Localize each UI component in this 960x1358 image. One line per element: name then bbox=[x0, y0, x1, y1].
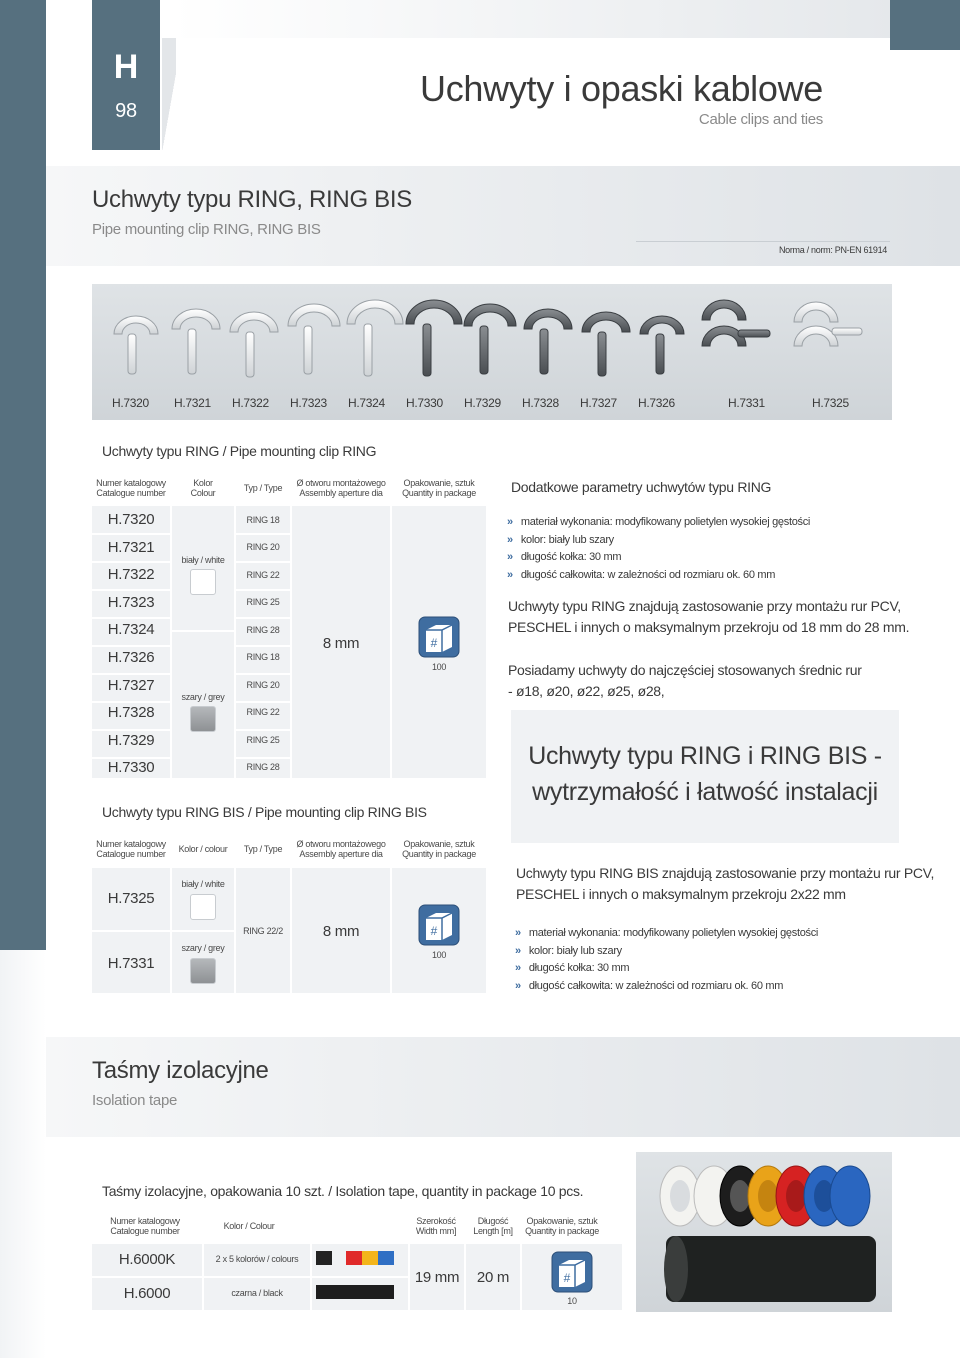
catalogue-code: H.7325 bbox=[107, 890, 155, 907]
col-colour-en: Colour bbox=[190, 488, 216, 498]
list-item bbox=[507, 532, 810, 550]
chevron-right-icon: » bbox=[515, 927, 521, 939]
list-item bbox=[507, 514, 810, 532]
list-item bbox=[515, 978, 818, 996]
section-subtitle: Isolation tape bbox=[92, 1092, 178, 1109]
tape-col-length-pl: Długość bbox=[477, 1216, 509, 1226]
catalogue-code: H.7331 bbox=[107, 955, 155, 972]
sidebar-strip bbox=[0, 0, 46, 950]
bis-col-colour: Kolor / colour bbox=[178, 844, 228, 854]
ring-table-heading: Uchwyty typu RING / Pipe mounting clip RING bbox=[102, 443, 377, 459]
ring-type: RING 18 bbox=[246, 652, 280, 662]
paragraph-line: - ø18, ø20, ø22, ø25, ø28, bbox=[508, 683, 665, 699]
ring-type: RING 18 bbox=[246, 515, 280, 525]
tape-width: 19 mm bbox=[414, 1269, 460, 1286]
white-swatch bbox=[190, 569, 216, 595]
svg-text:#: # bbox=[563, 1271, 571, 1285]
catalogue-code: H.7328 bbox=[107, 704, 155, 721]
tape-col-length bbox=[466, 1216, 520, 1236]
sidebar-lower-strip bbox=[0, 950, 46, 1358]
bis-col-aperture-pl: Ø otworu montażowego bbox=[296, 839, 386, 849]
catalogue-code: H.6000 bbox=[123, 1285, 171, 1302]
list-item-text: długość całkowita: w zależności od rozmiaru ok. 60 mm bbox=[520, 568, 776, 581]
tape-col-width-pl: Szerokość bbox=[416, 1216, 456, 1226]
tape-col-quantity-pl: Opakowanie, sztuk bbox=[526, 1216, 598, 1226]
tape-photo bbox=[636, 1152, 892, 1312]
col-colour bbox=[172, 478, 234, 498]
tape-col-quantity bbox=[522, 1216, 602, 1236]
tape-col-width-en: Width mm] bbox=[415, 1226, 457, 1236]
chevron-right-icon: » bbox=[507, 516, 513, 528]
ring-type: RING 22 bbox=[246, 707, 280, 717]
params-heading: Dodatkowe parametry uchwytów typu RING bbox=[511, 479, 772, 495]
list-item-text: kolor: biały lub szary bbox=[520, 533, 614, 546]
grey-swatch bbox=[190, 958, 216, 984]
table-cell bbox=[172, 506, 234, 630]
colour-white-label: biały / white bbox=[181, 555, 225, 565]
paragraph-line: PESCHEL i innych o maksymalnym przekroju od 18 mm do 28 mm. bbox=[508, 619, 910, 635]
chevron-right-icon: » bbox=[515, 962, 521, 974]
photo-code: H.7323 bbox=[290, 396, 327, 410]
corner-block bbox=[890, 0, 960, 50]
chevron-right-icon: » bbox=[507, 568, 513, 581]
list-item-text: długość całkowita: w zależności od rozmiaru ok. 60 mm bbox=[528, 979, 784, 992]
catalogue-code: H.7321 bbox=[107, 539, 155, 556]
list-item bbox=[507, 549, 810, 567]
catalogue-code: H.7327 bbox=[107, 677, 155, 694]
list-item-text: materiał wykonania: modyfikowany polietylen wysokiej gęstości bbox=[528, 927, 819, 939]
section-title: Uchwyty typu RING, RING BIS bbox=[92, 186, 412, 213]
bis-col-type: Typ / Type bbox=[243, 844, 283, 854]
ring-bis-application-text bbox=[516, 863, 934, 905]
photo-code: H.7325 bbox=[812, 396, 849, 410]
photo-code: H.7329 bbox=[464, 396, 501, 410]
swatch-black-bar bbox=[316, 1285, 394, 1299]
col-catalogue-pl: Numer katalogowy bbox=[96, 478, 166, 488]
bis-col-catalogue-pl: Numer katalogowy bbox=[96, 839, 166, 849]
section-title: Taśmy izolacyjne bbox=[92, 1057, 269, 1084]
catalogue-code: H.7323 bbox=[107, 594, 155, 611]
promo-line: Uchwyty typu RING i RING BIS - bbox=[528, 742, 882, 770]
norm-divider bbox=[636, 241, 890, 242]
col-catalogue-en: Catalogue number bbox=[96, 488, 166, 498]
paragraph-line: PESCHEL i innych o maksymalnym przekroju 2x22 mm bbox=[516, 886, 846, 902]
ring-type: RING 25 bbox=[246, 735, 280, 745]
quantity-value: 100 bbox=[431, 950, 447, 960]
catalogue-code: H.7329 bbox=[107, 732, 155, 749]
colour-grey-label: szary / grey bbox=[181, 943, 225, 953]
tape-colour-label: 2 x 5 kolorów / colours bbox=[215, 1254, 299, 1264]
package-box-icon bbox=[418, 616, 460, 658]
tab-slash bbox=[162, 38, 176, 150]
chevron-right-icon: » bbox=[515, 944, 521, 957]
paragraph-line: Uchwyty typu RING BIS znajdują zastosowanie przy montażu rur PCV, bbox=[516, 865, 935, 881]
ring-bis-table-heading: Uchwyty typu RING BIS / Pipe mounting clip RING BIS bbox=[102, 804, 427, 820]
col-catalogue bbox=[92, 478, 170, 498]
bis-col-quantity-en: Quantity in package bbox=[402, 849, 476, 859]
catalogue-code: H.7330 bbox=[107, 759, 155, 776]
table-cell bbox=[172, 632, 234, 778]
photo-code: H.7322 bbox=[232, 396, 269, 410]
photo-code: H.7327 bbox=[580, 396, 617, 410]
page-number: 98 bbox=[115, 100, 137, 122]
list-item-text: materiał wykonania: modyfikowany polietylen wysokiej gęstości bbox=[520, 516, 811, 528]
tape-quantity: 10 bbox=[567, 1296, 577, 1306]
page-title: Uchwyty i opaski kablowe bbox=[420, 68, 823, 109]
photo-code: H.7328 bbox=[522, 396, 559, 410]
tape-rolls-illustration bbox=[636, 1152, 892, 1312]
tape-colour-label: czarna / black bbox=[231, 1288, 283, 1298]
list-item bbox=[515, 943, 818, 961]
photo-code: H.7330 bbox=[406, 396, 443, 410]
catalogue-code: H.7322 bbox=[107, 566, 155, 583]
svg-text:#: # bbox=[430, 924, 438, 938]
tape-col-width bbox=[410, 1216, 462, 1236]
col-type: Typ / Type bbox=[243, 483, 283, 493]
chevron-right-icon: » bbox=[507, 551, 513, 563]
photo-code: H.7326 bbox=[638, 396, 675, 410]
list-item-text: długość kołka: 30 mm bbox=[520, 551, 622, 563]
ring-type: RING 28 bbox=[246, 762, 280, 772]
svg-text:#: # bbox=[430, 636, 438, 650]
list-item bbox=[507, 567, 810, 585]
swatch-red bbox=[346, 1251, 362, 1265]
ring-type: RING 22/2 bbox=[243, 926, 283, 936]
ring-type: RING 25 bbox=[246, 597, 280, 607]
paragraph-line: Uchwyty typu RING znajdują zastosowanie przy montażu rur PCV, bbox=[508, 598, 901, 614]
colour-grey-label: szary / grey bbox=[181, 692, 225, 702]
catalogue-code: H.7326 bbox=[107, 649, 155, 666]
swatch-yellow bbox=[362, 1251, 378, 1265]
ring-type: RING 22 bbox=[246, 570, 280, 580]
ring-type: RING 20 bbox=[246, 680, 280, 690]
swatch-blue bbox=[378, 1251, 394, 1265]
bis-col-catalogue bbox=[92, 839, 170, 859]
params-list bbox=[507, 514, 810, 584]
page-subtitle: Cable clips and ties bbox=[698, 111, 823, 128]
section-tab bbox=[92, 0, 160, 150]
white-swatch bbox=[190, 894, 216, 920]
catalogue-code: H.6000K bbox=[118, 1251, 176, 1268]
ring-diameters-text bbox=[508, 660, 862, 702]
tape-table-heading: Taśmy izolacyjne, opakowania 10 szt. / Isolation tape, quantity in package 10 pcs. bbox=[102, 1183, 584, 1199]
params-list-bis bbox=[515, 925, 818, 995]
paragraph-line: Posiadamy uchwyty do najczęściej stosowanych średnic rur bbox=[508, 662, 862, 678]
top-bar bbox=[172, 0, 892, 38]
col-aperture bbox=[292, 478, 390, 498]
col-quantity-pl: Opakowanie, sztuk bbox=[403, 478, 475, 488]
package-box-icon bbox=[551, 1251, 593, 1293]
col-aperture-pl: Ø otworu montażowego bbox=[296, 478, 386, 488]
tape-col-length-en: Length [m] bbox=[473, 1226, 513, 1236]
section-subtitle: Pipe mounting clip RING, RING BIS bbox=[92, 221, 321, 238]
ring-type: RING 28 bbox=[246, 625, 280, 635]
photo-code: H.7324 bbox=[348, 396, 385, 410]
tape-length: 20 m bbox=[476, 1269, 510, 1286]
bis-col-quantity bbox=[392, 839, 486, 859]
swatch-black bbox=[316, 1251, 332, 1265]
promo-line: wytrzymałość i łatwość instalacji bbox=[532, 778, 878, 806]
catalogue-code: H.7324 bbox=[107, 621, 155, 638]
col-aperture-en: Assembly aperture dia bbox=[299, 488, 383, 498]
promo-box bbox=[511, 710, 899, 843]
chevron-right-icon: » bbox=[515, 979, 521, 992]
ring-application-text bbox=[508, 596, 909, 638]
tape-col-catalogue bbox=[106, 1216, 184, 1236]
bis-col-quantity-pl: Opakowanie, sztuk bbox=[403, 839, 475, 849]
bis-col-aperture-en: Assembly aperture dia bbox=[299, 849, 383, 859]
list-item bbox=[515, 960, 818, 978]
tape-col-colour: Kolor / Colour bbox=[223, 1221, 275, 1231]
list-item-text: kolor: biały lub szary bbox=[528, 944, 622, 957]
aperture-value: 8 mm bbox=[322, 923, 360, 940]
quantity-value: 100 bbox=[431, 662, 447, 672]
tape-col-catalogue-en: Catalogue number bbox=[110, 1226, 180, 1236]
aperture-value: 8 mm bbox=[322, 635, 360, 652]
product-photo bbox=[92, 284, 892, 420]
col-quantity bbox=[392, 478, 486, 498]
bis-col-aperture bbox=[292, 839, 390, 859]
col-colour-pl: Kolor bbox=[193, 478, 213, 488]
list-item-text: długość kołka: 30 mm bbox=[528, 962, 630, 974]
bis-col-catalogue-en: Catalogue number bbox=[96, 849, 166, 859]
tape-col-catalogue-pl: Numer katalogowy bbox=[110, 1216, 180, 1226]
colour-white-label: biały / white bbox=[181, 879, 225, 889]
photo-code: H.7331 bbox=[728, 396, 765, 410]
grey-swatch bbox=[190, 706, 216, 732]
section-band bbox=[46, 1037, 960, 1137]
norm-label: Norma / norm: PN-EN 61914 bbox=[778, 245, 887, 255]
col-quantity-en: Quantity in package bbox=[402, 488, 476, 498]
catalogue-code: H.7320 bbox=[107, 511, 155, 528]
package-box-icon bbox=[418, 904, 460, 946]
tape-colour-swatches bbox=[316, 1251, 394, 1265]
photo-code: H.7321 bbox=[174, 396, 211, 410]
chevron-right-icon: » bbox=[507, 533, 513, 546]
clips-illustration bbox=[92, 284, 892, 394]
section-letter: H bbox=[113, 48, 139, 86]
list-item bbox=[515, 925, 818, 943]
tape-col-quantity-en: Quantity in package bbox=[525, 1226, 599, 1236]
ring-type: RING 20 bbox=[246, 542, 280, 552]
photo-code: H.7320 bbox=[112, 396, 149, 410]
